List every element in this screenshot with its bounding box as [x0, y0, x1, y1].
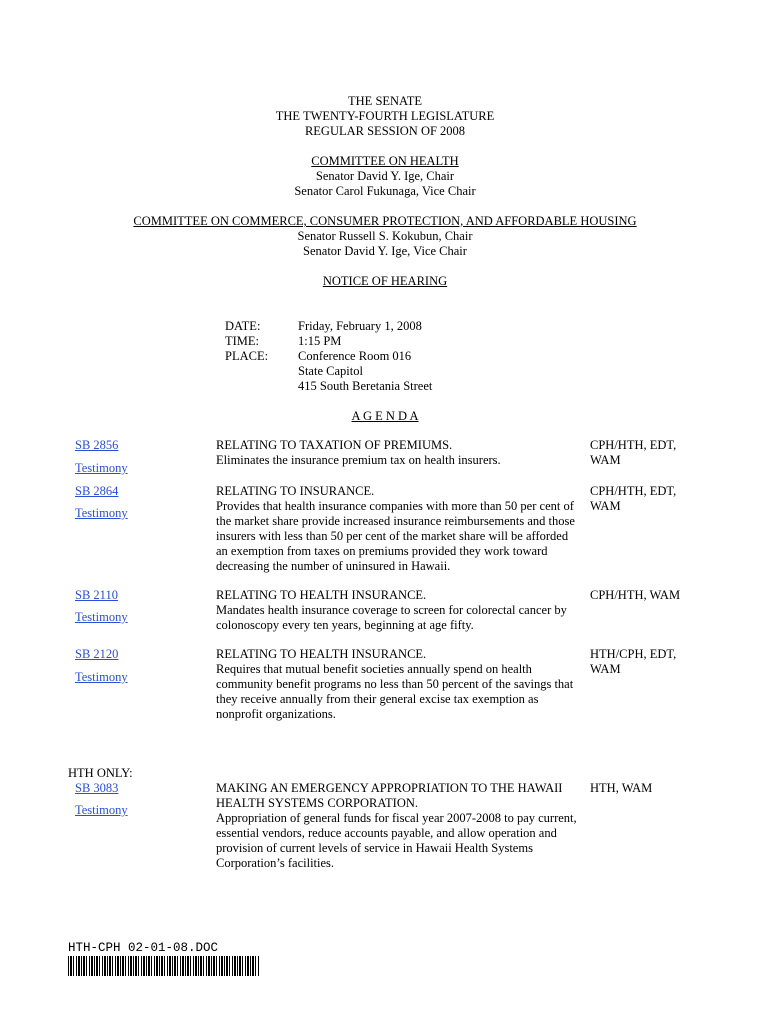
bill-entry-sb3083 — [216, 781, 581, 871]
bill-description: Appropriation of general funds for fiscal year 2007-2008 to pay current, essential vendors, reduce accounts payable, and allow operation and provision of current levels of service in Hawaii Health Systems Corporation’s facilities. — [216, 811, 577, 870]
committee-commerce-vice-chair: Senator David Y. Ige, Vice Chair — [303, 244, 467, 258]
bill-entry-sb2110 — [216, 588, 581, 633]
place-address: 415 South Beretania Street — [298, 379, 433, 393]
bill-title: MAKING AN EMERGENCY APPROPRIATION TO THE HAWAII HEALTH SYSTEMS CORPORATION. — [216, 781, 563, 810]
committee-health-vice-chair: Senator Carol Fukunaga, Vice Chair — [294, 184, 476, 198]
committee-commerce-chair: Senator Russell S. Kokubun, Chair — [297, 229, 473, 243]
bill-entry-sb2864 — [216, 484, 581, 574]
committee-health-chair: Senator David Y. Ige, Chair — [315, 169, 455, 183]
bill-link-sb2864[interactable]: SB 2864 — [75, 484, 119, 498]
bill-title: RELATING TO INSURANCE. — [216, 484, 375, 498]
date-label: DATE: — [225, 319, 261, 333]
bill-description: Eliminates the insurance premium tax on health insurers. — [216, 453, 501, 467]
bill-title: RELATING TO HEALTH INSURANCE. — [216, 588, 427, 602]
time-label: TIME: — [225, 334, 260, 348]
bill-committees: HTH/CPH, EDT, WAM — [590, 647, 677, 676]
bill-link-sb2120[interactable]: SB 2120 — [75, 647, 119, 661]
legislature-heading: THE TWENTY-FOURTH LEGISLATURE — [275, 109, 495, 123]
testimony-link-sb2110[interactable]: Testimony — [75, 610, 128, 624]
bill-link-sb2110[interactable]: SB 2110 — [75, 588, 118, 602]
notice-of-hearing-title: NOTICE OF HEARING — [322, 274, 448, 288]
place-building: State Capitol — [298, 364, 363, 378]
committee-health-name: COMMITTEE ON HEALTH — [311, 154, 459, 168]
bill-committees: HTH, WAM — [590, 781, 653, 795]
testimony-link-sb2856[interactable]: Testimony — [75, 461, 128, 475]
document-id: HTH-CPH 02-01-08.DOC — [68, 941, 219, 955]
bill-description: Mandates health insurance coverage to screen for colorectal cancer by colonoscopy every ten years, beginning at age fifty. — [216, 603, 567, 632]
bill-link-sb3083[interactable]: SB 3083 — [75, 781, 119, 795]
bill-title: RELATING TO HEALTH INSURANCE. — [216, 647, 427, 661]
session-heading: REGULAR SESSION OF 2008 — [304, 124, 466, 138]
senate-heading: THE SENATE — [348, 94, 422, 108]
hth-only-label: HTH ONLY: — [68, 766, 133, 780]
bill-title: RELATING TO TAXATION OF PREMIUMS. — [216, 438, 453, 452]
bill-link-sb2856[interactable]: SB 2856 — [75, 438, 119, 452]
place-label: PLACE: — [225, 349, 269, 363]
place-room: Conference Room 016 — [298, 349, 412, 363]
date-value: Friday, February 1, 2008 — [298, 319, 422, 333]
bill-committees: CPH/HTH, EDT, WAM — [590, 484, 677, 513]
bill-entry-sb2120 — [216, 647, 581, 722]
bill-committees: CPH/HTH, EDT, WAM — [590, 438, 677, 467]
barcode-icon — [68, 956, 260, 976]
bill-committees: CPH/HTH, WAM — [590, 588, 681, 602]
testimony-link-sb2864[interactable]: Testimony — [75, 506, 128, 520]
bill-entry-sb2856 — [216, 438, 581, 468]
testimony-link-sb2120[interactable]: Testimony — [75, 670, 128, 684]
testimony-link-sb3083[interactable]: Testimony — [75, 803, 128, 817]
bill-description: Provides that health insurance companies with more than 50 per cent of the market share provide increased insurance reimbursements and those insurers with less than 50 per cent of the market share will be afforded an exemption from taxes on premiums provided they work toward decreasing the number of uninsured in Hawaii. — [216, 499, 575, 573]
bill-description: Requires that mutual benefit societies annually spend on health community benefit programs no less than 50 percent of the savings that they receive annually from their general excise tax exemption as nonprofit organizations. — [216, 662, 574, 721]
committee-commerce-name: COMMITTEE ON COMMERCE, CONSUMER PROTECTION, AND AFFORDABLE HOUSING — [133, 214, 637, 228]
time-value: 1:15 PM — [298, 334, 342, 348]
agenda-title: A G E N D A — [351, 409, 419, 423]
